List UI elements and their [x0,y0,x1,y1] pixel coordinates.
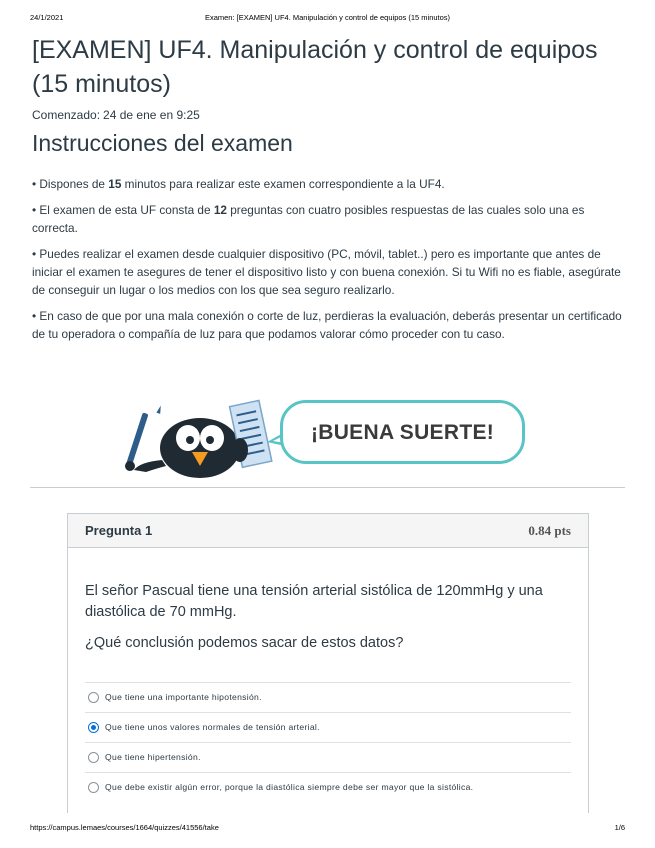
instruction-item: • Puedes realizar el examen desde cualquier dispositivo (PC, móvil, tablet..) pero es importante que antes de iniciar el examen te asegures de tener el dispositivo listo y con buena conexión. Si tu Wifi no es fiable, asegúrate de conseguir un lugar o los medios con los que sea seguro realizarlo. [32,247,621,297]
print-page-number: 1/6 [614,823,625,832]
print-footer [30,823,625,835]
answer-option[interactable] [85,742,571,772]
good-luck-text: ¡BUENA SUERTE! [310,421,495,444]
divider [30,487,625,488]
good-luck-banner [120,390,540,480]
answer-label[interactable]: Que tiene unos valores normales de tensión arterial. [105,722,320,732]
print-document-title: Examen: [EXAMEN] UF4. Manipulación y control de equipos (15 minutos) [204,13,451,22]
instruction-item: • Dispones de 15 minutos para realizar este examen correspondiente a la UF4. [32,177,445,191]
instructions-list [32,175,622,351]
answer-option[interactable] [85,682,571,712]
started-label: Comenzado: [32,108,101,122]
radio-button[interactable] [88,752,99,763]
print-url: https://campus.lemaes/courses/1664/quizzes/41556/take [30,823,219,832]
instruction-item: • El examen de esta UF consta de 12 preguntas con cuatro posibles respuestas de las cuales solo una es correcta. [32,203,585,235]
question-points: 0.84 pts [528,523,571,538]
question-card [67,513,589,813]
radio-button[interactable] [88,692,99,703]
question-statement: El señor Pascual tiene una tensión arterial sistólica de 120mmHg y una diastólica de 70 mmHg. [85,583,543,620]
started-info [32,108,200,122]
print-date: 24/1/2021 [30,13,64,22]
question-text [85,581,575,664]
answer-option[interactable] [85,772,571,802]
question-header [68,514,588,548]
speech-bubble [280,400,525,464]
print-header [30,13,625,25]
radio-button-selected[interactable] [88,722,99,733]
penguin-icon [120,390,280,480]
answer-label[interactable]: Que tiene una importante hipotensión. [105,692,262,702]
question-name: Pregunta 1 [85,523,153,538]
answer-label[interactable]: Que tiene hipertensión. [105,752,201,762]
started-value: 24 de ene en 9:25 [103,108,200,122]
instructions-title: Instrucciones del examen [32,130,293,156]
question-prompt: ¿Qué conclusión podemos sacar de estos datos? [85,635,404,651]
answer-label[interactable]: Que debe existir algún error, porque la diastólica siempre debe ser mayor que la sistólica. [105,782,474,792]
exam-title: [EXAMEN] UF4. Manipulación y control de equipos (15 minutos) [32,36,598,98]
instruction-item: • En caso de que por una mala conexión o corte de luz, perdieras la evaluación, deberás presentar un certificado de tu operadora o compañía de luz para que podamos valorar cómo proceder con tu caso. [32,309,622,341]
radio-button[interactable] [88,782,99,793]
answer-list [85,682,571,802]
answer-option[interactable] [85,712,571,742]
